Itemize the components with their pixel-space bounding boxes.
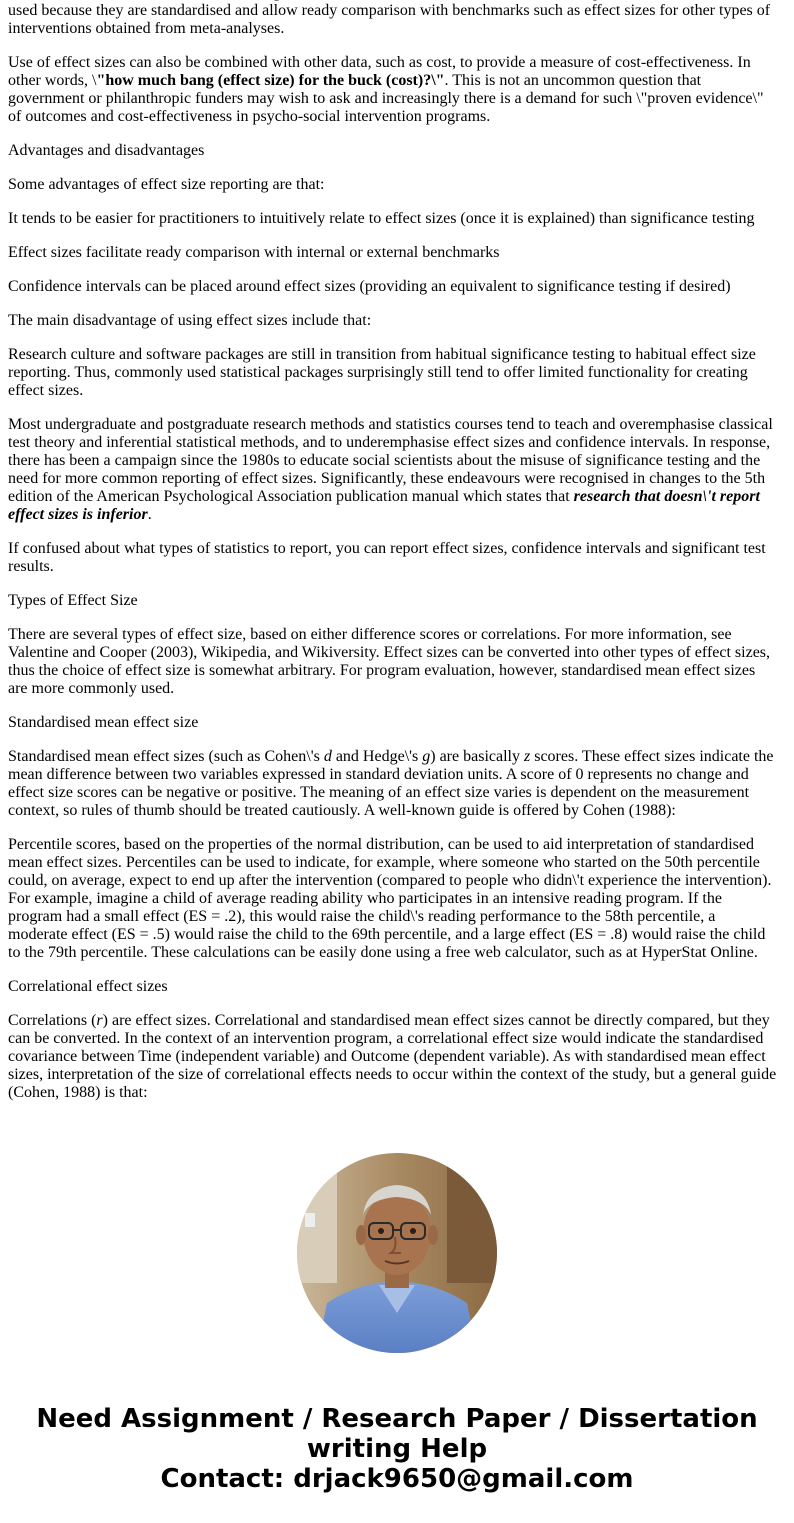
paragraph [8, 748, 778, 820]
section-heading: Standardised mean effect size [8, 714, 199, 731]
section-heading: Types of Effect Size [8, 592, 138, 609]
paragraph [8, 416, 778, 524]
text [8, 0, 113, 1]
section-heading: Correlational effect sizes [8, 978, 168, 995]
paragraph: Some advantages of effect size reporting are that: [8, 176, 325, 193]
promo-line: writing Help [306, 1434, 488, 1464]
paragraph: There are several types of effect size, based on either difference scores or correlations. For more information, see Valentine and Cooper (2003), Wikipedia, and Wikiversity. Effect sizes can be converted into other types of effect sizes, thus the choice of effect size is somewhat arbitrary. For program evaluation, however, standardised mean effect sizes are more commonly used. [8, 626, 771, 697]
text: ) are basically [430, 748, 524, 765]
text: . [147, 506, 152, 523]
bold-text: "how much bang (effect size) for the buck (cost)?\" [96, 72, 445, 89]
paragraph: If confused about what types of statistics to report, you can report effect sizes, confidence intervals and significant test results. [8, 540, 766, 575]
author-photo [297, 1153, 497, 1353]
text: Correlations ( [8, 1012, 97, 1029]
text: Use of effect sizes can also be combined with other data, such as cost, to provide a measure of cost-effectiveness. In other words, \ [8, 54, 751, 89]
list-item: It tends to be easier for practitioners to intuitively relate to effect sizes (once it is explained) than significance testing [8, 210, 755, 227]
paragraph [8, 54, 778, 126]
article-body [8, 0, 778, 1118]
text: Most undergraduate and postgraduate research methods and statistics courses tend to teach and overemphasise classical test theory and inferential statistical methods, and to underemphasise effect sizes and confidence intervals. In response, there has been a campaign since the 1980s to educate social scientists about the misuse of significance testing and the need for more common reporting of effect sizes. Significantly, these endeavours were recognised in changes to the 5th edition of the American Psychological Association publication manual which states that [8, 416, 773, 505]
paragraph [8, 0, 778, 38]
text: used because they are standardised and allow ready comparison with benchmarks such as effect sizes for other types of interventions obtained from meta-analyses. [8, 2, 771, 37]
list-item: Effect sizes facilitate ready comparison with internal or external benchmarks [8, 244, 500, 261]
italic-symbol: g [422, 748, 431, 765]
bold-text [113, 0, 585, 1]
paragraph: Percentile scores, based on the properties of the normal distribution, can be used to aid interpretation of standardised mean effect sizes. Percentiles can be used to indicate, for example, where someone who started on the 50th percentile could, on average, expect to end up after the intervention (compared to people who didn\'t experience the intervention). For example, imagine a child of average reading ability who participates in an intensive reading program. If the program had a small effect (ES = .2), this would raise the child\'s reading performance to the 58th percentile, a moderate effect (ES = .5) would raise the child to the 69th percentile, and a large effect (ES = .8) would raise the child to the 79th percentile. These calculations can be easily done using a free web calculator, such as at HyperStat Online. [8, 836, 772, 961]
list-item: Confidence intervals can be placed around effect sizes (providing an equivalent to significance testing if desired) [8, 278, 731, 295]
paragraph [8, 1012, 778, 1102]
promo-line: Need Assignment / Research Paper / Dissertation [36, 1404, 758, 1434]
promo-banner [0, 1404, 794, 1494]
list-item: Research culture and software packages are still in transition from habitual significance testing to habitual effect size reporting. Thus, commonly used statistical packages surprisingly still tend to offer limited functionality for creating effect sizes. [8, 346, 756, 399]
italic-symbol: z [523, 748, 531, 765]
text: scores. These effect sizes indicate the mean difference between two variables expressed in standard deviation units. A score of 0 represents no change and effect size scores can be negative or positive. The meaning of an effect size varies is dependent on the measurement context, so rules of thumb should be treated cautiously. A well-known guide is offered by Cohen (1988): [8, 748, 774, 819]
text: and Hedge\'s [331, 748, 423, 765]
paragraph: The main disadvantage of using effect sizes include that: [8, 312, 372, 329]
section-heading: Advantages and disadvantages [8, 142, 205, 159]
portrait-image [297, 1153, 497, 1353]
italic-symbol: r [96, 1012, 103, 1029]
promo-contact: Contact: drjack9650@gmail.com [160, 1464, 634, 1494]
bold-italic-text: research that doesn\'t report effect sizes is inferior [8, 488, 760, 523]
italic-symbol: d [323, 748, 332, 765]
text: Standardised mean effect sizes (such as Cohen\'s [8, 748, 324, 765]
text: . This is not an uncommon question that government or philanthropic funders may wish to ask and increasingly there is a demand for such \"proven evidence\" of outcomes and cost-effectiveness in psycho-social intervention programs. [8, 72, 764, 125]
text: ) are effect sizes. Correlational and standardised mean effect sizes cannot be directly compared, but they can be converted. In the context of an intervention program, a correlational effect size would indicate the standardised covariance between Time (independent variable) and Outcome (dependent variable). As with standardised mean effect sizes, interpretation of the size of correlational effects needs to occur within the context of the study, but a general guide (Cohen, 1988) is that: [8, 1012, 777, 1101]
